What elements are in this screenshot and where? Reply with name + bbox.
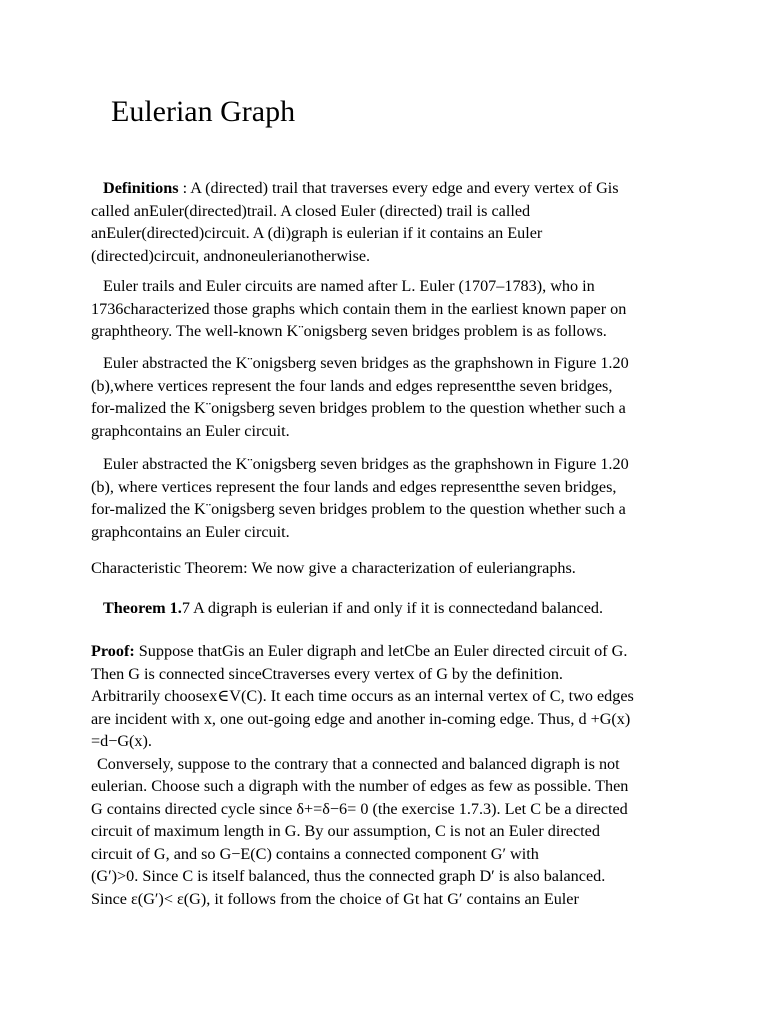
text-line: called anEuler(directed)trail. A closed Euler (directed) trail is called	[91, 201, 531, 220]
text-line: are incident with x, one out-going edge and another in-coming edge. Thus, d +G(x)	[91, 709, 631, 728]
text-line: 1736characterized those graphs which contain them in the earliest known paper on	[91, 299, 627, 318]
theorem-label: Theorem 1.	[103, 599, 182, 617]
text-line: (b),where vertices represent the four lands and edges representthe seven bridges,	[91, 376, 613, 395]
text-line: (b), where vertices represent the four lands and edges representthe seven bridges,	[91, 477, 617, 496]
text-line: Characteristic Theorem: We now give a characterization of euleriangraphs.	[91, 559, 576, 577]
theorem-paragraph	[91, 597, 691, 620]
theorem-text: 7 A digraph is eulerian if and only if it is connectedand balanced.	[181, 599, 604, 617]
text-line: Euler trails and Euler circuits are named after L. Euler (1707–1783), who in	[103, 277, 595, 295]
definitions-text: : A (directed) trail that traverses every edge and every vertex of Gis	[178, 179, 619, 197]
text-line: Arbitrarily choosex∈V(C). It each time occurs as an internal vertex of C, two edges	[91, 687, 634, 705]
text-line: (directed)circuit, andnoneulerianotherwise.	[91, 246, 371, 265]
text-line: graphtheory. The well-known K¨onigsberg seven bridges problem is as follows.	[91, 322, 607, 340]
text-line: eulerian. Choose such a digraph with the number of edges as few as possible. Then	[91, 777, 629, 795]
text-line: anEuler(directed)circuit. A (di)graph is eulerian if it contains an Euler	[91, 224, 543, 242]
abstraction-paragraph-2	[91, 453, 691, 543]
text-line: for-malized the K¨onigsberg seven bridges problem to the question whether such a	[91, 399, 626, 417]
proof-first-line: Suppose thatGis an Euler digraph and letCbe an Euler directed circuit of G.	[134, 642, 628, 660]
text-line: Then G is connected sinceCtraverses every vertex of G by the definition.	[91, 664, 563, 683]
text-line: G contains directed cycle since δ+=δ−6= 0 (the exercise 1.7.3). Let C be a directed	[91, 799, 628, 818]
abstraction-paragraph-1	[91, 352, 691, 442]
text-line: circuit of maximum length in G. By our assumption, C is not an Euler directed	[91, 822, 600, 840]
text-line: Since ε(G′)< ε(G), it follows from the choice of Gt hat G′ contains an Euler	[91, 889, 579, 908]
text-line: (G′)>0. Since C is itself balanced, thus the connected graph D′ is also balanced.	[91, 867, 606, 885]
history-paragraph	[91, 275, 691, 343]
text-line: circuit of G, and so G−E(C) contains a connected component G′ with	[91, 844, 539, 863]
proof-paragraph	[91, 640, 691, 910]
characteristic-paragraph	[91, 557, 691, 580]
definitions-heading: Definitions	[103, 179, 179, 197]
text-line: for-malized the K¨onigsberg seven bridges problem to the question whether such a	[91, 500, 626, 518]
text-line: Conversely, suppose to the contrary that a connected and balanced digraph is not	[97, 754, 620, 773]
proof-label: Proof:	[91, 642, 135, 660]
page-title: Eulerian Graph	[111, 95, 296, 128]
definitions-paragraph	[91, 177, 691, 267]
text-line: Euler abstracted the K¨onigsberg seven bridges as the graphshown in Figure 1.20	[103, 455, 629, 473]
text-line	[91, 640, 691, 663]
text-line: =d−G(x).	[91, 732, 152, 750]
text-line	[91, 177, 691, 200]
text-line: graphcontains an Euler circuit.	[91, 421, 290, 440]
text-line: graphcontains an Euler circuit.	[91, 522, 290, 541]
text-line	[91, 597, 691, 620]
text-line: Euler abstracted the K¨onigsberg seven bridges as the graphshown in Figure 1.20	[103, 354, 629, 372]
